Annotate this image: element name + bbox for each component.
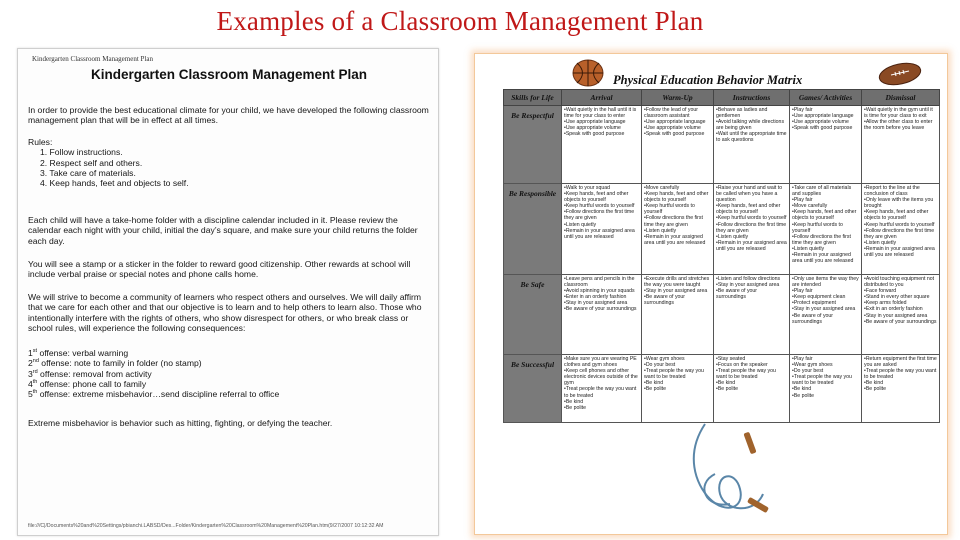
matrix-cell-item: •Use appropriate language xyxy=(792,113,854,120)
matrix-cell-item: •Execute drills and stretches the way you were taught xyxy=(644,276,710,289)
document-header: Kindergarten Classroom Management Plan xyxy=(32,55,153,63)
matrix-cell-item: •Keep hands, feet and other objects to yourself xyxy=(644,191,709,204)
matrix-cell-item: •Move carefully xyxy=(644,185,680,191)
matrix-cell-item: •Treat people the way you want to be treated xyxy=(644,368,704,381)
matrix-cell xyxy=(562,355,642,423)
matrix-cell xyxy=(862,106,940,184)
matrix-cell-item: •Only leave with the items you brought xyxy=(864,197,934,210)
matrix-cell-item: •Follow directions the first time they are given xyxy=(644,215,703,228)
matrix-cell-item: •Keep cell phones and other electronic devices outside of the gym xyxy=(564,368,638,387)
matrix-cell-item: •Use appropriate language xyxy=(644,119,706,126)
matrix-cell-item: •Keep hands, feet and other objects to yourself xyxy=(716,203,781,216)
matrix-cell-item: •Wait quietly in the hall until it is time for your class to enter xyxy=(564,107,637,120)
matrix-cell-item: •Remain in your assigned area until you are released xyxy=(716,239,787,252)
row-label: Be Respectful xyxy=(504,106,562,184)
intro-paragraph: In order to provide the best educational climate for your child, we have developed the following classroom management plan that will be in effect at all times. xyxy=(28,105,429,126)
matrix-cell-item: •Follow directions the first time they are given xyxy=(792,233,851,246)
matrix-cell-item: •Stay in your assigned area xyxy=(716,282,780,289)
matrix-cell xyxy=(790,106,862,184)
matrix-cell-item: •Wait until the appropriate time to ask questions xyxy=(716,131,787,144)
matrix-cell xyxy=(790,355,862,423)
matrix-cell-item: •Be aware of your surroundings xyxy=(864,318,937,325)
matrix-title: Physical Education Behavior Matrix xyxy=(613,73,803,87)
matrix-cell-item: •Keep hurtful words to yourself xyxy=(564,203,635,210)
matrix-cell-item: •Listen quietly xyxy=(792,245,825,252)
football-icon xyxy=(877,61,923,87)
column-header: Arrival xyxy=(562,90,642,106)
rules-section xyxy=(28,137,433,188)
matrix-cell-item: •Focus on the speaker xyxy=(716,362,768,369)
matrix-cell xyxy=(642,184,714,275)
matrix-cell-item: •Report to the line at the conclusion of class xyxy=(864,185,920,198)
rule-item: 2. Respect self and others. xyxy=(40,157,143,168)
offense-item: 4th offense: phone call to family xyxy=(28,378,147,389)
document-footer-path: file:///C|/Documents%20and%20Settings/pbianchi.LABSD/Des...Folder/Kindergarten%20Classroom%20Management%20Plan.htm(9/27/2007 10:12:32 AM xyxy=(28,523,384,529)
matrix-cell-item: •Do your best xyxy=(644,362,676,369)
matrix-cell-item: •Face forward xyxy=(864,288,897,295)
matrix-cell-item: •Remain in your assigned area until you are released xyxy=(644,233,706,246)
behavior-matrix-table xyxy=(503,89,940,423)
matrix-cell-item: •Allow the other class to enter the room before you leave xyxy=(864,119,933,132)
matrix-cell xyxy=(714,184,790,275)
offense-item: 2nd offense: note to family in folder (no stamp) xyxy=(28,358,202,369)
matrix-cell-item: •Remain in your assigned area until you are released xyxy=(792,252,854,265)
matrix-row xyxy=(504,355,940,423)
pe-behavior-matrix-document xyxy=(474,53,948,535)
matrix-cell-item: •Stand in every other square xyxy=(864,294,930,301)
column-header: Warm-Up xyxy=(642,90,714,106)
matrix-cell-item: •Treat people the way you want to be treated xyxy=(792,374,852,387)
basketball-icon xyxy=(571,58,605,88)
folder-paragraph: Each child will have a take-home folder with a discipline calendar included in it. Please review the calendar each night with your child, initial the day’s square, and make sure your child returns the folder each day. xyxy=(28,215,418,246)
matrix-cell-item: •Play fair xyxy=(792,288,813,295)
column-header: Instructions xyxy=(714,90,790,106)
matrix-cell-item: •Keep hands, feet and other objects to yourself xyxy=(564,191,629,204)
matrix-cell xyxy=(862,355,940,423)
matrix-cell-item: •Protect equipment xyxy=(792,300,836,307)
matrix-cell-item: •Follow directions the first time they are given xyxy=(564,209,635,222)
matrix-body xyxy=(504,106,940,423)
matrix-cell-item: •Stay in your assigned area xyxy=(564,300,628,307)
matrix-cell-item: •Make sure you are wearing PE clothes and gym shoes xyxy=(564,356,637,369)
slide-title: Examples of a Classroom Management Plan xyxy=(216,6,704,36)
row-label: Be Responsible xyxy=(504,184,562,275)
matrix-row xyxy=(504,106,940,184)
matrix-cell-item: •Keep hands, feet and other objects to yourself xyxy=(864,209,929,222)
matrix-header-row xyxy=(504,90,940,106)
matrix-cell-item: •Stay seated xyxy=(716,356,746,362)
matrix-cell-item: •Speak with good purpose xyxy=(564,131,625,138)
matrix-cell xyxy=(714,275,790,355)
matrix-row xyxy=(504,275,940,355)
matrix-row xyxy=(504,184,940,275)
matrix-cell-item: •Be aware of your surroundings xyxy=(644,294,686,307)
matrix-cell-item: •Wear gym shoes xyxy=(644,356,685,362)
rule-item: 1. Follow instructions. xyxy=(40,147,123,158)
matrix-cell-item: •Keep hands, feet and other objects to yourself xyxy=(792,209,857,222)
matrix-cell xyxy=(642,106,714,184)
matrix-cell-item: •Be polite xyxy=(644,386,667,393)
matrix-cell xyxy=(714,355,790,423)
column-header: Skills for Life xyxy=(504,90,562,106)
matrix-cell-item: •Treat people the way you want to be treated xyxy=(564,386,637,399)
matrix-cell-item: •Be polite xyxy=(792,392,815,399)
matrix-cell-item: •Wear gym shoes xyxy=(792,362,833,369)
matrix-cell xyxy=(714,106,790,184)
document-title: Kindergarten Classroom Management Plan xyxy=(90,67,368,82)
matrix-cell-item: •Listen quietly xyxy=(564,221,597,228)
row-label: Be Successful xyxy=(504,355,562,423)
matrix-cell-item: •Listen quietly xyxy=(864,239,897,246)
matrix-cell-item: •Treat people the way you want to be treated xyxy=(864,368,937,381)
rules-list xyxy=(28,147,433,188)
matrix-cell-item: •Use appropriate volume xyxy=(792,119,849,126)
matrix-cell-item: •Stay in your assigned area xyxy=(644,288,708,295)
jump-rope-icon xyxy=(685,414,775,524)
matrix-cell-item: •Raise your hand and wait to be called when you have a question xyxy=(716,185,783,204)
rules-label: Rules: xyxy=(28,137,53,147)
matrix-cell-item: •Use appropriate volume xyxy=(644,125,701,132)
offense-item: 5th offense: extreme misbehavior…send discipline referral to office xyxy=(28,389,280,400)
matrix-cell-item: •Speak with good purpose xyxy=(644,131,705,138)
column-header: Dismissal xyxy=(862,90,940,106)
matrix-cell-item: •Play fair xyxy=(792,107,813,113)
matrix-cell-item: •Keep hurtful words to yourself xyxy=(864,221,935,228)
matrix-cell-item: •Enter in an orderly fashion xyxy=(564,294,627,301)
matrix-cell-item: •Be kind xyxy=(792,386,812,393)
matrix-cell-item: •Remain in your assigned area until you are released xyxy=(864,245,935,259)
matrix-cell-item: •Be polite xyxy=(716,386,739,393)
matrix-cell-item: •Be kind xyxy=(644,380,664,387)
matrix-cell-item: •Play fair xyxy=(792,356,813,362)
offense-item: 3rd offense: removal from activity xyxy=(28,368,152,379)
rule-item: 4. Keep hands, feet and objects to self. xyxy=(40,178,189,189)
matrix-cell-item: •Keep arms folded xyxy=(864,300,907,307)
matrix-cell-item: •Be polite xyxy=(864,386,887,393)
matrix-cell-item: •Walk to your squad xyxy=(564,185,611,191)
matrix-cell-item: •Wait quietly in the gym until it is time for your class to exit xyxy=(864,107,933,120)
matrix-cell xyxy=(642,275,714,355)
matrix-cell-item: •Use appropriate language xyxy=(564,119,626,126)
matrix-cell xyxy=(790,184,862,275)
matrix-cell-item: •Play fair xyxy=(792,197,813,204)
matrix-cell-item: •Use appropriate volume xyxy=(564,125,621,132)
kindergarten-plan-document xyxy=(17,48,439,536)
matrix-cell-item: •Remain in your assigned area until you are released xyxy=(564,227,635,240)
sticker-paragraph: You will see a stamp or a sticker in the folder to reward good citizenship. Other rewards at school will include verbal praise or special notes and phone calls home. xyxy=(28,259,411,280)
matrix-cell-item: •Avoid spinning in your squads xyxy=(564,288,635,295)
matrix-cell-item: •Be kind xyxy=(716,380,736,387)
matrix-cell-item: •Exit in an orderly fashion xyxy=(864,306,923,313)
matrix-cell-item: •Return equipment the first time you are asked xyxy=(864,356,937,369)
matrix-cell-item: •Move carefully xyxy=(792,203,828,210)
matrix-cell-item: •Be aware of your surroundings xyxy=(716,288,758,301)
matrix-cell xyxy=(862,275,940,355)
column-header: Games/ Activities xyxy=(790,90,862,106)
rule-item: 3. Take care of materials. xyxy=(40,167,136,178)
matrix-cell-item: •Keep hurtful words to yourself xyxy=(716,215,787,222)
matrix-cell-item: •Stay in your assigned area xyxy=(792,306,856,313)
matrix-cell-item: •Be kind xyxy=(564,398,584,405)
matrix-cell xyxy=(562,275,642,355)
matrix-cell-item: •Stay in your assigned area xyxy=(864,312,928,319)
matrix-cell-item: •Be aware of your surroundings xyxy=(792,312,834,325)
extreme-misbehavior-note: Extreme misbehavior is behavior such as hitting, fighting, or defying the teacher. xyxy=(28,418,333,428)
matrix-cell-item: •Do your best xyxy=(792,368,824,375)
matrix-cell-item: •Be aware of your surroundings xyxy=(564,306,637,313)
community-paragraph: We will strive to become a community of learners who respect others and ourselves. We will daily affirm that we care for each other and that our objective is to learn and to help others to learn also. Those who intentionally interfere with the rights of others, who show disrespect for others, or who break class or school rules, will experience the following consequences: xyxy=(28,292,422,333)
matrix-cell-item: •Listen quietly xyxy=(644,227,677,234)
matrix-cell-item: •Avoid talking while directions are being given xyxy=(716,119,785,132)
matrix-cell-item: •Follow directions the first time they are given xyxy=(716,221,787,234)
matrix-cell-item: •Listen quietly xyxy=(716,233,749,240)
matrix-cell-item: •Only use items the way they are intended xyxy=(792,276,859,289)
matrix-cell xyxy=(562,184,642,275)
matrix-cell-item: •Be kind xyxy=(864,380,884,387)
matrix-cell-item: •Listen and follow directions xyxy=(716,276,781,282)
row-label: Be Safe xyxy=(504,275,562,355)
offense-item: 1st offense: verbal warning xyxy=(28,348,129,358)
matrix-cell-item: •Be polite xyxy=(564,404,587,411)
matrix-cell xyxy=(642,355,714,423)
matrix-cell-item: •Take care of all materials and supplies xyxy=(792,185,852,198)
consequences-list xyxy=(28,348,433,399)
matrix-cell-item: •Keep equipment clean xyxy=(792,294,846,301)
matrix-cell xyxy=(562,106,642,184)
matrix-cell-item: •Keep hurtful words to yourself xyxy=(792,221,843,234)
matrix-cell-item: •Follow the lead of your classroom assistant xyxy=(644,107,699,120)
matrix-cell-item: •Leave pens and pencils in the classroom xyxy=(564,276,635,289)
matrix-cell-item: •Speak with good purpose xyxy=(792,125,853,132)
matrix-cell-item: •Avoid touching equipment not distributed to you xyxy=(864,276,935,289)
matrix-cell xyxy=(862,184,940,275)
matrix-cell-item: •Follow directions the first time they are given xyxy=(864,227,935,240)
matrix-cell-item: •Behave as ladies and gentlemen xyxy=(716,107,768,120)
matrix-cell xyxy=(790,275,862,355)
matrix-cell-item: •Keep hurtful words to yourself xyxy=(644,203,695,216)
matrix-cell-item: •Treat people the way you want to be treated xyxy=(716,368,776,381)
